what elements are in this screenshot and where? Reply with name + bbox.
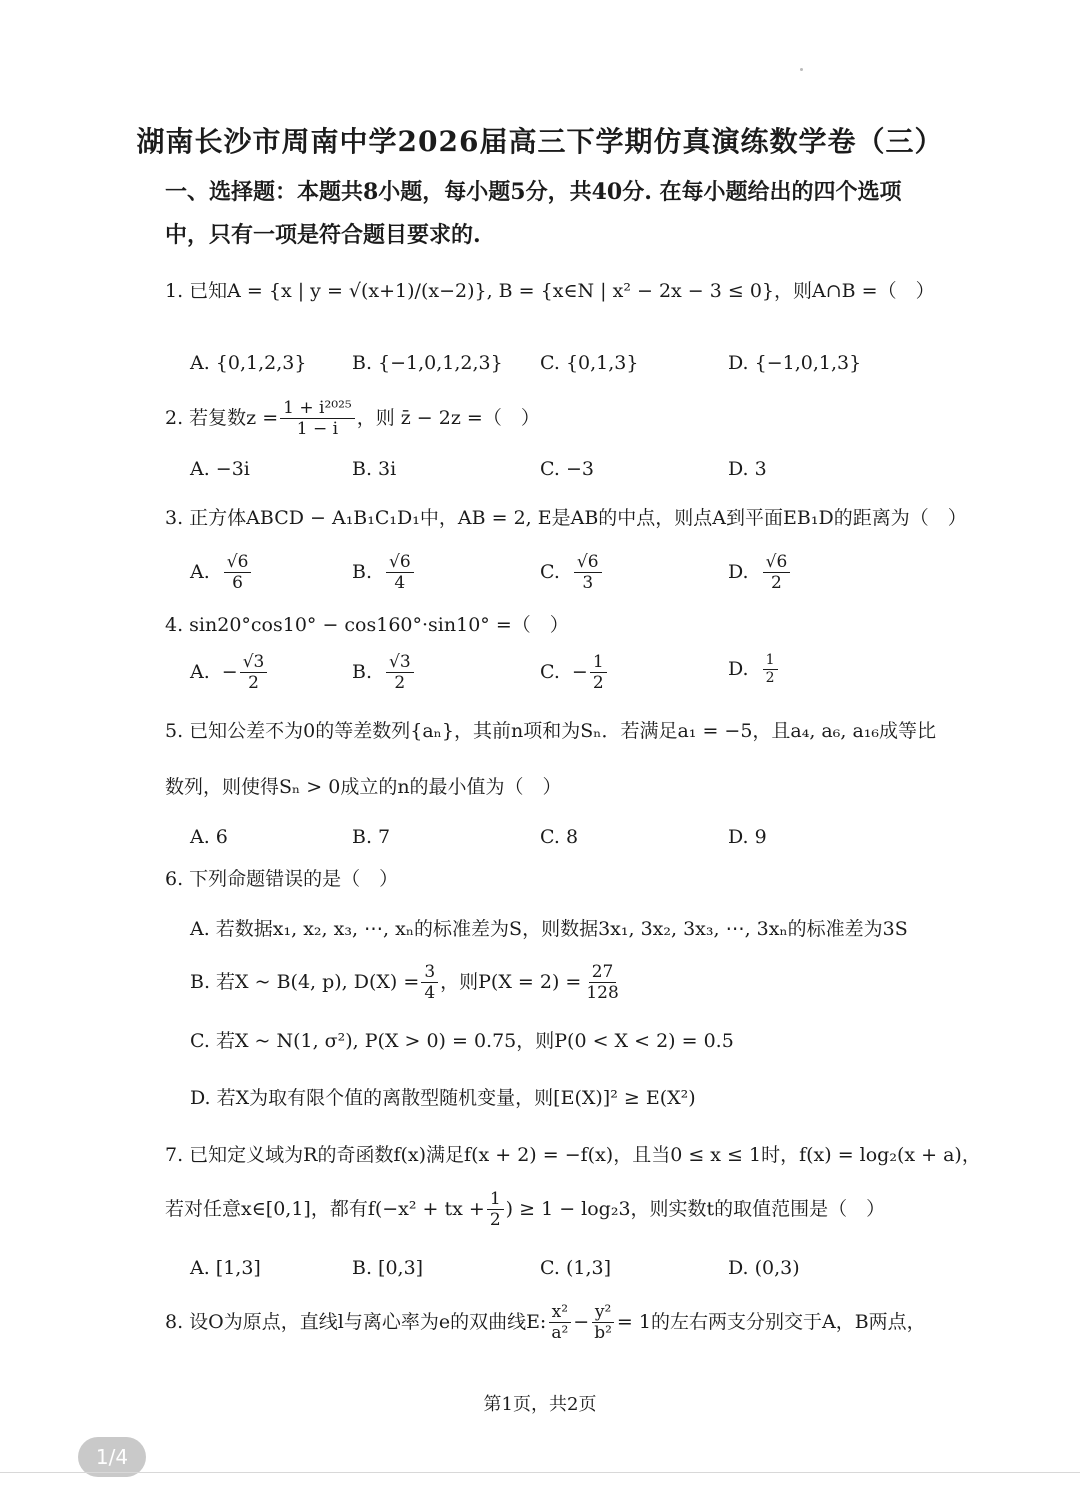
q4-option-d-label: D.: [728, 657, 749, 680]
q8-minus: −: [573, 1311, 590, 1334]
q8-den1: a²: [551, 1323, 569, 1344]
q1-option-b: B. {−1,0,1,2,3}: [352, 352, 503, 374]
q8-fraction-y: [591, 1302, 615, 1344]
q2-numerator: 1 + i²⁰²⁵: [280, 398, 355, 419]
q5-option-a: A. 6: [190, 826, 228, 848]
q3-a-num: √6: [224, 552, 252, 573]
q4-option-b: [352, 652, 416, 694]
q7-num: 1: [487, 1189, 504, 1210]
q3-option-d-label: D.: [728, 561, 749, 584]
q4-c-den: 2: [592, 673, 604, 694]
q7-option-d: D. (0,3): [728, 1257, 800, 1279]
q2-option-a: A. −3i: [190, 458, 250, 480]
question-1: 1. 已知A = {x | y = √(x+1)/(x−2)}, B = {x∈N | x² − 2x − 3 ≤ 0}，则A∩B =（ ）: [165, 280, 935, 302]
section-instructions-line2: 中，只有一项是符合题目要求的.: [165, 222, 481, 248]
q3-option-c-label: C.: [540, 561, 560, 584]
question-2: [165, 398, 540, 440]
page-title: 湖南长沙市周南中学2026届高三下学期仿真演练数学卷（三）: [136, 125, 944, 158]
q2-denominator: 1 − i: [296, 419, 339, 440]
q3-c-num: √6: [574, 552, 602, 573]
q4-option-a-label: A.: [190, 661, 210, 684]
q8-den2: b²: [594, 1323, 612, 1344]
q7-fraction: [487, 1189, 504, 1231]
q4-option-b-label: B.: [352, 661, 373, 684]
q3-option-c-fraction: [574, 552, 602, 594]
q4-b-num: √3: [386, 652, 414, 673]
q6-b-den1: 4: [424, 983, 436, 1004]
q8-num2: y²: [592, 1302, 614, 1323]
q4-a-num: √3: [240, 652, 268, 673]
q4-option-c-label: C.: [540, 661, 560, 684]
q1-option-a: A. {0,1,2,3}: [190, 352, 307, 374]
q3-b-den: 4: [394, 573, 406, 594]
bottom-divider: [0, 1472, 1080, 1473]
q7-den: 2: [489, 1210, 501, 1231]
q4-option-a: [190, 652, 269, 694]
q4-option-c: [540, 652, 609, 694]
page-footer: 第1页，共2页: [483, 1394, 597, 1415]
q4-c-num: 1: [590, 652, 607, 673]
q2-option-c: C. −3: [540, 458, 594, 480]
q6-b-num1: 3: [421, 962, 438, 983]
question-8: [165, 1302, 926, 1344]
q6-b-fraction-2: [583, 962, 621, 1004]
q4-option-a-fraction: [240, 652, 268, 694]
q6-b-prefix: B. 若X ~ B(4, p), D(X) =: [190, 971, 420, 994]
q8-fraction-x: [548, 1302, 571, 1344]
question-7-line1: 7. 已知定义域为R的奇函数f(x)满足f(x + 2) = −f(x)，且当0 ≤ x ≤ 1时，f(x) = log₂(x + a)，: [165, 1144, 981, 1166]
page-indicator[interactable]: 1/4: [78, 1437, 146, 1477]
q7-option-c: C. (1,3]: [540, 1257, 611, 1279]
q5-option-b: B. 7: [352, 826, 391, 848]
q4-b-den: 2: [394, 673, 406, 694]
q8-suffix: = 1的左右两支分别交于A，B两点，: [616, 1311, 926, 1334]
q7-option-a: A. [1,3]: [190, 1257, 261, 1279]
q3-c-den: 3: [582, 573, 594, 594]
q6-b-num2: 27: [589, 962, 617, 983]
q6-b-den2: 128: [586, 983, 619, 1004]
scan-speck: [800, 68, 803, 71]
q3-option-c: [540, 552, 604, 594]
q5-option-d: D. 9: [728, 826, 767, 848]
q6-option-a: A. 若数据x₁, x₂, x₃, ⋯, xₙ的标准差为S，则数据3x₁, 3x₂, 3x₃, ⋯, 3xₙ的标准差为3S: [190, 918, 908, 940]
q3-option-b: [352, 552, 416, 594]
q3-option-b-label: B.: [352, 561, 373, 584]
q4-option-a-sign: −: [221, 661, 238, 684]
q7-option-b: B. [0,3]: [352, 1257, 424, 1279]
q6-option-c: C. 若X ~ N(1, σ²), P(X > 0) = 0.75，则P(0 < X < 2) = 0.5: [190, 1030, 734, 1052]
q7-line2-suffix: ) ≥ 1 − log₂3，则实数t的取值范围是（ ）: [505, 1198, 886, 1221]
q3-option-d: [728, 552, 792, 594]
q4-option-d: [728, 652, 780, 687]
q3-option-a-label: A.: [190, 561, 210, 584]
q3-a-den: 6: [232, 573, 243, 594]
q1-option-c: C. {0,1,3}: [540, 352, 639, 374]
q3-d-den: 2: [771, 573, 782, 594]
q2-option-b: B. 3i: [352, 458, 397, 480]
q4-a-den: 2: [248, 673, 259, 694]
q8-prefix: 8. 设O为原点，直线l与离心率为e的双曲线E:: [165, 1311, 547, 1334]
question-5-line2: 数列，则使得Sₙ > 0成立的n的最小值为（ ）: [165, 776, 562, 798]
q8-num1: x²: [549, 1302, 571, 1323]
q4-option-b-fraction: [386, 652, 414, 694]
q2-fraction: [280, 398, 355, 440]
q6-option-d: D. 若X为取有限个值的离散型随机变量，则[E(X)]² ≥ E(X²): [190, 1087, 696, 1109]
q3-b-num: √6: [386, 552, 414, 573]
q2-suffix: ，则 z̄ − 2z =（ ）: [356, 407, 540, 430]
q2-prefix: 2. 若复数z =: [165, 407, 279, 430]
question-5-line1: 5. 已知公差不为0的等差数列{aₙ}，其前n项和为Sₙ．若满足a₁ = −5，且a₄, a₆, a₁₆成等比: [165, 720, 937, 742]
q4-option-c-sign: −: [571, 661, 588, 684]
q3-option-b-fraction: [386, 552, 414, 594]
question-6: 6. 下列命题错误的是（ ）: [165, 868, 399, 890]
question-4: 4. sin20°cos10° − cos160°·sin10° =（ ）: [165, 614, 569, 636]
q4-option-d-fraction: [763, 652, 778, 687]
q1-option-d: D. {−1,0,1,3}: [728, 352, 862, 374]
q3-option-d-fraction: [763, 552, 791, 594]
q2-option-d: D. 3: [728, 458, 767, 480]
q4-d-den: 2: [765, 669, 775, 686]
q3-d-num: √6: [763, 552, 791, 573]
q4-option-c-fraction: [590, 652, 607, 694]
q5-option-c: C. 8: [540, 826, 579, 848]
question-7-line2: [165, 1189, 885, 1231]
q6-b-mid: ，则P(X = 2) =: [440, 971, 582, 994]
q7-line2-prefix: 若对任意x∈[0,1]，都有f(−x² + tx +: [165, 1198, 485, 1221]
q3-option-a-fraction: [224, 552, 252, 594]
q4-d-num: 1: [763, 652, 778, 670]
section-instructions-line1: 一、选择题：本题共8小题，每小题5分，共40分. 在每小题给出的四个选项: [165, 179, 902, 205]
q6-b-fraction-1: [421, 962, 438, 1004]
q6-option-b: [190, 962, 624, 1004]
q3-option-a: [190, 552, 253, 594]
question-3: 3. 正方体ABCD − A₁B₁C₁D₁中，AB = 2, E是AB的中点，则点A到平面EB₁D的距离为（ ）: [165, 507, 967, 529]
